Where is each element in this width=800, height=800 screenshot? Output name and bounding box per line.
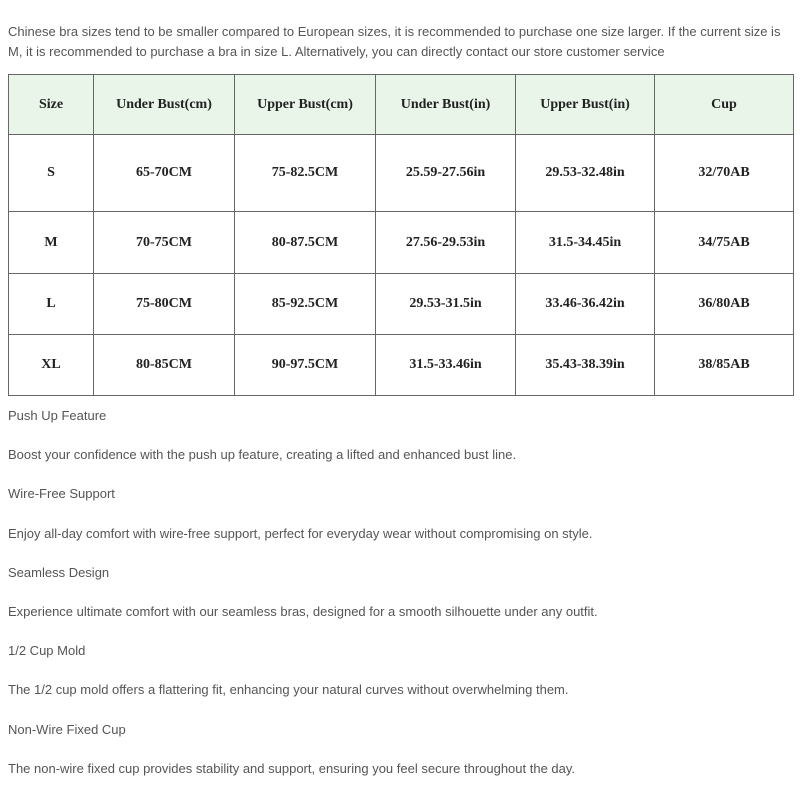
cell-under-bust-in: 25.59-27.56in [376,135,516,212]
header-cup: Cup [655,75,794,135]
cell-upper-bust-in: 35.43-38.39in [516,335,655,396]
cell-upper-bust-in: 33.46-36.42in [516,274,655,335]
cell-under-bust-in: 27.56-29.53in [376,212,516,274]
size-chart-table [8,74,794,396]
table-row [9,335,794,396]
cell-upper-bust-cm: 85-92.5CM [235,274,376,335]
table-row [9,212,794,274]
cell-size: XL [9,335,94,396]
feature-heading: Seamless Design [8,564,110,580]
feature-heading: Push Up Feature [8,408,107,423]
feature-description: Experience ultimate comfort with our seamless bras, designed for a smooth silhouette under any outfit. [8,603,598,619]
feature-heading: 1/2 Cup Mold [8,643,86,659]
cell-under-bust-cm: 70-75CM [94,212,235,274]
header-under-bust-cm: Under Bust(cm) [94,75,235,135]
feature-description: Boost your confidence with the push up feature, creating a lifted and enhanced bust line. [8,447,517,463]
cell-under-bust-cm: 80-85CM [94,335,235,396]
cell-upper-bust-cm: 80-87.5CM [235,212,376,274]
cell-cup: 32/70AB [655,135,794,212]
cell-cup: 38/85AB [655,335,794,396]
cell-under-bust-cm: 65-70CM [94,135,235,212]
header-upper-bust-cm: Upper Bust(cm) [235,75,376,135]
cell-upper-bust-in: 29.53-32.48in [516,135,655,212]
cell-under-bust-cm: 75-80CM [94,274,235,335]
feature-heading: Wire-Free Support [8,486,115,502]
cell-size: L [9,274,94,335]
cell-upper-bust-cm: 90-97.5CM [235,335,376,396]
header-size: Size [9,75,94,135]
cell-under-bust-in: 29.53-31.5in [376,274,516,335]
cell-under-bust-in: 31.5-33.46in [376,335,516,396]
table-row [9,274,794,335]
feature-description: The 1/2 cup mold offers a flattering fit, enhancing your natural curves without overwhelming them. [8,682,569,698]
cell-size: S [9,135,94,212]
header-under-bust-in: Under Bust(in) [376,75,516,135]
feature-description: The non-wire fixed cup provides stability and support, ensuring you feel secure throughout the day. [8,760,576,776]
cell-size: M [9,212,94,274]
cell-cup: 34/75AB [655,212,794,274]
table-header-row [9,75,794,135]
cell-cup: 36/80AB [655,274,794,335]
size-advice-text: Chinese bra sizes tend to be smaller compared to European sizes, it is recommended to purchase one size larger. If the current size is M, it is recommended to purchase a bra in size L. Alternatively, you can directly contact our store customer service [8,24,781,59]
feature-heading: Non-Wire Fixed Cup [8,721,126,737]
cell-upper-bust-in: 31.5-34.45in [516,212,655,274]
header-upper-bust-in: Upper Bust(in) [516,75,655,135]
feature-list [8,404,794,796]
feature-description: Enjoy all-day comfort with wire-free support, perfect for everyday wear without compromising on style. [8,525,593,541]
table-row [9,135,794,212]
cell-upper-bust-cm: 75-82.5CM [235,135,376,212]
